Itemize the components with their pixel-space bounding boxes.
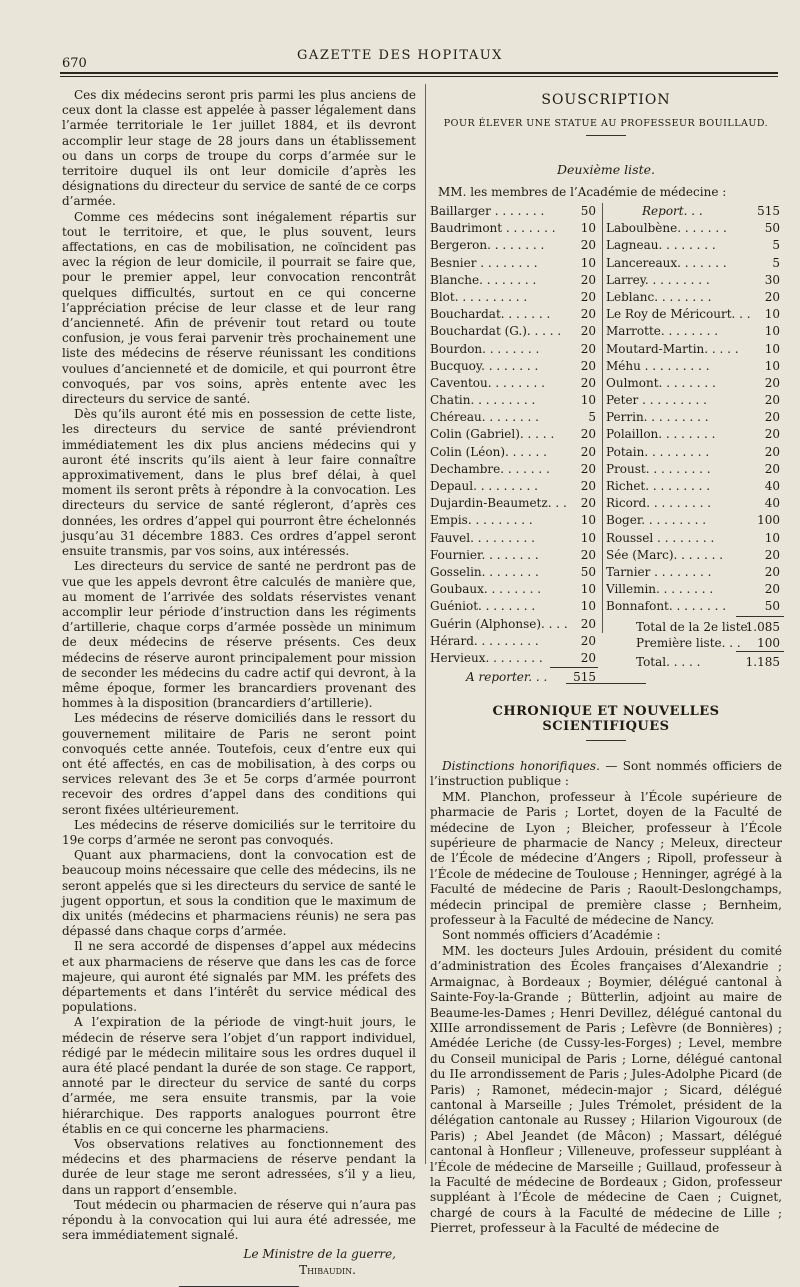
member-name: Moutard-Martin. . . . . [606,341,739,356]
amount: 20 [579,444,596,461]
list-row [430,375,598,392]
amount: 50 [579,203,596,220]
list-row [606,341,782,358]
list-divider [602,203,603,633]
member-name: Dechambre. . . . . . . [430,461,550,476]
amount: 10 [579,598,596,615]
short-rule [586,135,626,136]
amount: 10 [579,512,596,529]
article-paragraph: Comme ces médecins sont inégalement répartis sur tout le territoire, et que, le plus souvent, leurs affectations, en cas de mobilisation, ne coïncident pas avec la région de leur domicile, il pourrait se faire que, pour le premier appel, leur convocation rencontrât quelques difficultés, surtout en ce qui concerne l’appréciation précise de leur classe et de leur rang d’ancienneté. Afin de prévenir tout retard ou toute confusion, je vous ferai parvenir très prochainement une liste des médecins de réserve réunissant les conditions voulues d’ancienneté et de domicile, et qui pourront être convoqués, par vos soins, après entente avec les directeurs du service de santé. [62,209,416,407]
sum-rule [736,651,784,652]
list-row [606,375,782,392]
amount: 20 [579,237,596,254]
member-name: Le Roy de Méricourt. . . [606,307,751,322]
short-rule [586,740,626,741]
member-name: Guéniot. . . . . . . . [430,599,536,614]
member-name: Depaul. . . . . . . . . [430,479,538,493]
first-list [606,635,782,651]
list-row [430,598,598,615]
subscription-title: SOUSCRIPTION [541,92,671,108]
amount: 10 [763,358,780,375]
member-name: Bergeron. . . . . . . . [430,238,545,253]
list-row [430,255,598,272]
list-row [430,478,598,495]
list-row [430,272,598,289]
amount: 10 [763,341,780,358]
member-name: Caventou. . . . . . . . [430,375,545,390]
amount: 20 [579,341,596,358]
member-name: Fauvel. . . . . . . . . [430,530,535,545]
member-name: Sée (Marc). . . . . . . [606,547,724,562]
list-row [606,495,782,512]
list-row [430,220,598,237]
member-name: Gosselin. . . . . . . . [430,564,539,579]
member-name: Bouchardat (G.). . . . . [430,324,562,339]
member-name: Chatin. . . . . . . . . [430,393,536,408]
list-row [606,220,782,237]
amount: 20 [579,633,596,650]
member-name: Bucquoy. . . . . . . . [430,358,539,373]
list-row [430,323,598,340]
amount: 20 [579,323,596,340]
list-row [606,392,782,409]
list-row [430,650,598,667]
list-row [606,306,782,323]
subscription-list-left [430,203,598,686]
grand-total [606,654,782,670]
header-rule-thin [60,76,778,77]
list-row [606,512,782,529]
member-name: Goubaux. . . . . . . . [430,582,542,597]
member-name: Laboulbène. . . . . . . [606,221,727,236]
sum-rule [736,616,784,617]
amount: 20 [763,289,780,306]
list-row [430,616,598,633]
list-row [430,237,598,254]
column-divider [425,84,426,1164]
amount: 20 [579,306,596,323]
amount: 20 [579,461,596,478]
list-row [430,289,598,306]
amount: 100 [755,512,780,529]
subscription-list [430,203,782,685]
list-row [430,530,598,547]
amount: 10 [763,323,780,340]
list-row [430,392,598,409]
article-paragraph: Ces dix médecins seront pris parmi les plus anciens de ceux dont la classe est appelée à passer légalement dans l’armée territoriale le 1er juillet 1884, et ils devront accomplir leur stage de 28 jours dans un établissement ou dans un corps de troupe du corps d’armée sur le territoire duquel ils ont leur domicile d’après les désignations du directeur du service de santé de ce corps d’armée. [62,88,416,209]
article-paragraph: Les médecins de réserve domiciliés dans le ressort du gouvernement militaire de Paris ne seront point convoqués cette année. Toutefois, ceux d’entre eux qui ont été affectés, en cas de mobilisation, à des corps ou services relevant des 3e et 5e corps d’armée pourront recevoir des ordres d’appel dans des conditions qui seront fixées ultérieurement. [62,711,416,817]
grand-total-label: Total. . . . . [636,654,701,669]
amount: 20 [579,495,596,512]
member-name: Guérin (Alphonse). . . . [430,616,568,631]
total-second-list-amount: 1.085 [745,619,780,634]
list-row [606,409,782,426]
amount: 10 [763,306,780,323]
amount: 20 [763,409,780,426]
list-row [606,272,782,289]
list-row [430,409,598,426]
signature-name: Thibaudin. [299,1262,356,1277]
amount: 10 [579,392,596,409]
amount: 20 [579,426,596,443]
list-row [430,633,598,650]
member-name: Hervieux. . . . . . . . [430,650,543,665]
amount: 20 [579,650,596,667]
member-name: Colin (Léon). . . . . . [430,444,547,459]
amount: 20 [579,616,596,633]
list-row [606,564,782,581]
chronicle-body [430,759,782,1237]
list-row [606,289,782,306]
amount: 40 [763,478,780,495]
article-paragraph: Dès qu’ils auront été mis en possession de cette liste, les directeurs du service de santé préviendront immédiatement les dix plus anciens médecins qui y auront été inscrits qu’ils aient à leur faire connaître approximativement, dans le plus bref délai, à quel moment ils seront prêts à répondre à la convocation. Les directeurs du service de santé régleront, d’après ces données, les ordres d’appel qui pourront être échelonnés jusqu’au 31 décembre 1883. Ces ordres d’appel seront ensuite transmis, par vos soins, aux intéressés. [62,407,416,559]
amount: 20 [763,564,780,581]
amount: 20 [763,444,780,461]
page-number: 670 [62,56,87,71]
subscription-list-right [606,203,782,670]
list-row [430,564,598,581]
amount: 50 [579,564,596,581]
member-name: Lagneau. . . . . . . . [606,238,716,253]
amount: 20 [579,375,596,392]
list-row [606,598,782,615]
chronicle-intro-text: — Sont nommés officiers de l’instruction publique : [430,759,782,789]
list-row [430,581,598,598]
amount: 20 [579,272,596,289]
list-row [606,530,782,547]
amount: 10 [579,530,596,547]
member-name: Blot. . . . . . . . . . [430,289,528,304]
member-name: Blanche. . . . . . . . [430,272,537,287]
amount: 20 [579,478,596,495]
amount: 20 [763,461,780,478]
member-name: Report. . . [642,204,703,218]
chronicle-paragraph: Sont nommés officiers d’Académie : [442,928,661,943]
list-title: Deuxième liste. [557,162,655,177]
member-name: Besnier . . . . . . . . [430,255,538,270]
member-name: Colin (Gabriel). . . . . [430,427,555,442]
member-name: Fournier. . . . . . . . [430,547,539,562]
list-row [606,444,782,461]
member-name: Marrotte. . . . . . . . [606,324,719,339]
journal-title: GAZETTE DES HOPITAUX [297,48,503,63]
article-paragraph: A l’expiration de la période de vingt-huit jours, le médecin de réserve sera l’objet d’un rapport individuel, rédigé par le médecin militaire sous les ordres duquel il aura été placé pendant la durée de son stage. Ce rapport, annoté par le directeur du service de santé du corps d’armée, me sera ensuite transmis, par la voie hiérarchique. Des rapports analogues pourront être établis en ce qui concerne les pharmaciens. [62,1015,416,1136]
amount: 10 [579,581,596,598]
total-second-list [606,619,782,635]
article-paragraph: Tout médecin ou pharmacien de réserve qui n’aura pas répondu à la convocation qui lui aura été adressée, me sera immédiatement signalé. [62,1197,416,1243]
list-row [430,341,598,358]
list-row [430,203,598,220]
member-name: Hérard. . . . . . . . . [430,633,539,648]
header-rule [60,72,778,74]
member-name: Empis. . . . . . . . . [430,513,533,528]
list-row [430,495,598,512]
member-name: Perrin. . . . . . . . . [606,410,709,425]
grand-total-amount: 1.185 [745,654,780,669]
member-name: Lancereaux. . . . . . . [606,255,727,270]
list-row [606,547,782,564]
list-row [606,255,782,272]
member-name: Chéreau. . . . . . . . [430,410,539,425]
right-column [430,92,782,1237]
amount: 515 [571,669,596,686]
amount: 5 [770,255,780,272]
list-row [606,581,782,598]
list-row [430,547,598,564]
list-row [606,203,782,220]
left-column-article [62,88,416,1287]
chronicle-title: CHRONIQUE ET NOUVELLES SCIENTIFIQUES [492,704,720,734]
article-paragraph: Il ne sera accordé de dispenses d’appel aux médecins et aux pharmaciens de réserve que dans les cas de force majeure, qui auront été signalés par MM. les préfets des départements et dans l’intérêt du service médical des populations. [62,939,416,1015]
member-name: Richet. . . . . . . . . [606,479,711,493]
amount: 20 [763,581,780,598]
first-list-label: Première liste. . . [636,635,741,650]
member-name: Peter . . . . . . . . . [606,393,707,408]
member-name: Villemin. . . . . . . . [606,582,714,597]
list-row [606,478,782,495]
sum-rule [550,667,598,668]
chronicle-paragraph: MM. Planchon, professeur à l’École supérieure de pharmacie de Paris ; Lortet, doyen de la Faculté de médecine de Lyon ; Bleicher, professeur à l’École supérieure de pharmacie de Nancy ; Meleux, directeur de l’École de médecine d’Angers ; Ripoll, professeur à l’École de médecine de Toulouse ; Henninger, agrégé à la Faculté de médecine de Paris ; Raoult-Deslongchamps, médecin principal de première classe ; Bernheim, professeur à la Faculté de médecine de Nancy. [430,789,782,928]
member-name: Tarnier . . . . . . . . [606,564,712,579]
amount: 20 [579,289,596,306]
subscription-subtitle: POUR ÉLEVER UNE STATUE AU PROFESSEUR BOUILLAUD. [443,118,769,129]
member-name: Baillarger . . . . . . . [430,204,545,218]
member-name: Ricord. . . . . . . . . [606,496,712,511]
member-name: Bouchardat. . . . . . . [430,307,551,322]
list-row [430,358,598,375]
amount: 515 [755,203,780,220]
list-row [606,461,782,478]
amount: 20 [579,547,596,564]
first-list-amount: 100 [757,635,780,650]
member-name: Oulmont. . . . . . . . [606,375,716,390]
article-paragraph: Vos observations relatives au fonctionnement des médecins et des pharmaciens de réserve pendant la durée de leur stage me seront adressées, s’il y a lieu, dans un rapport d’ensemble. [62,1137,416,1197]
chronicle-intro [430,759,782,790]
member-name: Boger. . . . . . . . . [606,513,707,528]
member-name: Roussel . . . . . . . . [606,530,715,545]
amount: 20 [763,426,780,443]
list-row [430,306,598,323]
list-row [430,444,598,461]
list-row [430,461,598,478]
list-row [430,512,598,529]
amount: 10 [763,530,780,547]
amount: 50 [763,220,780,237]
member-name: Leblanc. . . . . . . . [606,289,712,304]
member-name: Baudrimont . . . . . . . [430,221,556,236]
list-row [606,237,782,254]
list-row [606,323,782,340]
article-paragraph: Les directeurs du service de santé ne perdront pas de vue que les appels devront être calculés de manière que, au moment de l’arrivée des soldats réservistes venant accomplir leur période d’instruction dans les régiments d’artillerie, chaque corps d’armée possède un minimum de deux médecins de réserve présents. Ces deux médecins de réserve auront principalement pour mission de seconder les médecins du cadre actif qui devront, à la même époque, former les brancardiers provenant des hommes à la disposition (brancardiers d’artillerie). [62,559,416,711]
amount: 5 [586,409,596,426]
chronicle-paragraph: MM. les docteurs Jules Ardouin, président du comité d’administration des Écoles françaises d’Alexandrie ; Armaignac, à Bordeaux ; Boymier, délégué cantonal à Sainte-Foy-la-Grande ; Bütterlin, adjoint au maire de Beaume-les-Dames ; Henri Devillez, délégué cantonal du XIIIe arrondissement de Paris ; Lefèvre (de Bonnières) ; Amédée Leriche (de Cussy-les-Forges) ; Level, membre du Conseil municipal de Paris ; Lorne, délégué cantonal du IIe arrondissement de Paris ; Jules-Adolphe Picard (de Paris) ; Ramonet, médecin-major ; Sicard, délégué cantonal à Marseille ; Jules Trémolet, président de la délégation cantonale au Russey ; Hilarion Vigouroux (de Paris) ; Abel Jeandet (de Mâcon) ; Massart, délégué cantonal à Honfleur ; Villeneuve, professeur suppléant à l’École de médecine de Marseille ; Guillaud, professeur à la Faculté de médecine de Bordeaux ; Gidon, professeur suppléant à l’École de médecine de Caen ; Cuignet, chargé de cours à la Faculté de médecine de Lille ; Pierret, professeur à la Faculté de médecine de [430,943,782,1236]
member-name: Larrey. . . . . . . . . [606,272,710,287]
amount: 20 [763,547,780,564]
total-second-list-label: Total de la 2e liste. [636,619,752,634]
amount: 20 [763,392,780,409]
list-row [606,426,782,443]
amount: 10 [579,220,596,237]
article-paragraph: Quant aux pharmaciens, dont la convocation est de beaucoup moins nécessaire que celle des médecins, ils ne seront appelés que si les directeurs du service de santé le jugent opportun, et sous la condition que le maximum de dix unités (médecins et pharmaciens réunis) ne sera pas dépassé dans chaque corps d’armée. [62,848,416,939]
member-name: Bonnafont. . . . . . . . [606,599,727,614]
amount: 50 [763,598,780,615]
chronicle-intro-label: Distinctions honorifiques. [442,759,600,773]
member-name: Potain. . . . . . . . . [606,444,710,459]
list-row [430,426,598,443]
member-name: A reporter. . . [466,670,548,685]
ornamental-divider [566,683,646,684]
amount: 20 [763,375,780,392]
member-name: Polaillon. . . . . . . . [606,427,716,442]
amount: 30 [763,272,780,289]
amount: 20 [579,358,596,375]
member-name: Dujardin-Beaumetz. . . [430,496,567,511]
signature-title: Le Ministre de la guerre, [243,1247,396,1262]
member-name: Méhu . . . . . . . . . [606,358,710,373]
list-row [606,358,782,375]
members-line: MM. les membres de l’Académie de médecine : [438,185,727,199]
member-name: Bourdon. . . . . . . . [430,341,540,356]
amount: 10 [579,255,596,272]
amount: 40 [763,495,780,512]
member-name: Proust. . . . . . . . . [606,461,711,476]
article-paragraph: Les médecins de réserve domiciliés sur le territoire du 19e corps d’armée ne seront pas convoqués. [62,817,416,847]
amount: 5 [770,237,780,254]
